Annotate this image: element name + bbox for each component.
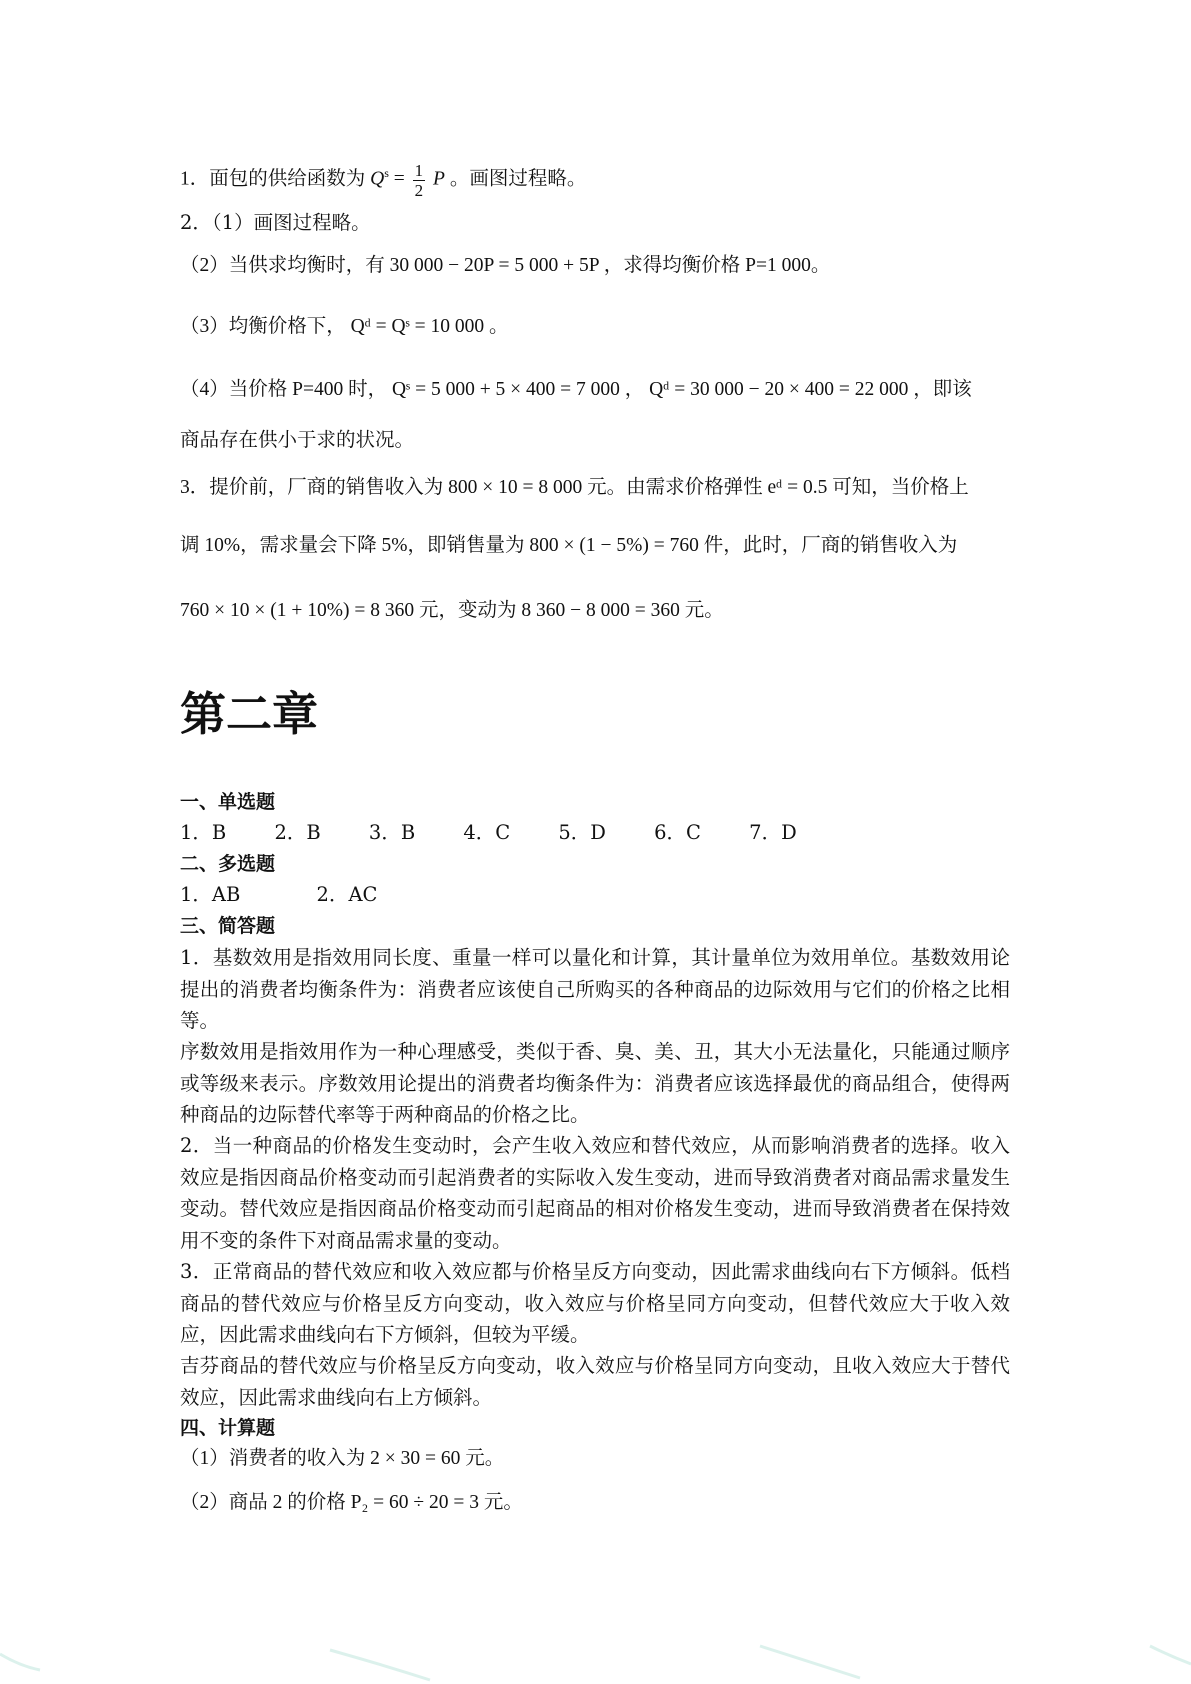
formula-q: Q [370,168,385,190]
answer-item: 7．D [749,821,797,844]
section-single-choice: 一、单选题 [180,791,276,813]
answer-item: 2．AC [316,883,378,906]
answer-1-text: 1．面包的供给函数为 [180,168,366,190]
fraction [413,162,426,199]
answer-2-2: （2）当供求均衡时，有 30 000 − 20P = 5 000 + 5P ，求得均衡价格 P=1 000。 [180,255,831,276]
answer-item: 1．AB [180,883,241,906]
section-calculation: 四、计算题 [180,1417,276,1439]
fraction-numerator: 1 [414,160,424,180]
answer-item: 3．B [368,821,416,844]
fraction-denominator: 2 [414,180,424,200]
formula-sup: s [384,166,389,180]
single-choice-answers [180,818,839,848]
formula-p: P [433,168,445,190]
answer-item: 2．B [274,821,321,844]
multi-choice-answers [180,880,419,910]
answer-3-b: 调 10%，需求量会下降 5%，即销售量为 800 × (1 − 5%) = 760 件，此时，厂商的销售收入为 [180,535,958,556]
calc-2: （2）商品 2 的价格 P₂ = 60 ÷ 20 = 3 元。 [180,1492,523,1513]
watermark-logo [0,1640,1191,1684]
short-answer-1: 1．基数效用是指效用同长度、重量一样可以量化和计算，其计量单位为效用单位。基数效用论提出的消费者均衡条件为：消费者应该使自己所购买的各种商品的边际效用与它们的价格之比相等。 [180,946,1010,1032]
answer-3-c: 760 × 10 × (1 + 10%) = 8 360 元，变动为 8 360 − 8 000 = 360 元。 [180,600,724,621]
short-answer-2: 2．当一种商品的价格发生变动时，会产生收入效应和替代效应，从而影响消费者的选择。收入效应是指因商品价格变动而引起消费者的实际收入发生变动，进而导致消费者对商品需求量发生变动。替代效应是指因商品价格变动而引起商品的相对价格发生变动，进而导致消费者在保持效用不变的条件下对商品需求量的变动。 [180,1134,1010,1252]
answer-2-1: 2．（1）画图过程略。 [180,211,371,234]
answer-item: 6．C [654,821,701,844]
short-answer-3-giffen: 吉芬商品的替代效应与价格呈反方向变动，收入效应与价格呈同方向变动，且收入效应大于替代效应，因此需求曲线向右上方倾斜。 [180,1354,1010,1409]
answer-item: 1．B [180,821,227,844]
section-multi-choice: 二、多选题 [180,853,276,875]
answer-item: 5．D [558,821,606,844]
section-short-answer: 三、简答题 [180,915,276,937]
answer-2-4-cont: 商品存在供小于求的状况。 [180,428,415,451]
answer-2-3: （3）均衡价格下， Qᵈ = Qˢ = 10 000 。 [180,316,509,337]
short-answer-1-ordinal: 序数效用是指效用作为一种心理感受，类似于香、臭、美、丑，其大小无法量化，只能通过顺序或等级来表示。序数效用论提出的消费者均衡条件为：消费者应该选择最优的商品组合，使得两种商品的边际替代率等于两种商品的价格之比。 [180,1040,1010,1126]
answer-3-a: 3．提价前，厂商的销售收入为 800 × 10 = 8 000 元。由需求价格弹性 eᵈ = 0.5 可知，当价格上 [180,477,969,498]
answer-1: 1．面包的供给函数为 $Q^s$ = $\frac{1}{2}$ P 。画图过程略。 [180,160,587,200]
chapter-title: 第二章 [180,687,318,741]
calc-1: （1）消费者的收入为 2 × 30 = 60 元。 [180,1448,505,1469]
answer-2-4: （4）当价格 P=400 时， Qˢ = 5 000 + 5 × 400 = 7 000 ， Qᵈ = 30 000 − 20 × 400 = 22 000 ，即该 [180,379,972,400]
answer-item: 4．C [463,821,511,844]
answer-1-suffix: 。画图过程略。 [449,168,587,190]
short-answer-3: 3．正常商品的替代效应和收入效应都与价格呈反方向变动，因此需求曲线向右下方倾斜。低档商品的替代效应与价格呈反方向变动，收入效应与价格呈同方向变动，但替代效应大于收入效应，因此需求曲线向右下方倾斜，但较为平缓。 [180,1260,1010,1346]
